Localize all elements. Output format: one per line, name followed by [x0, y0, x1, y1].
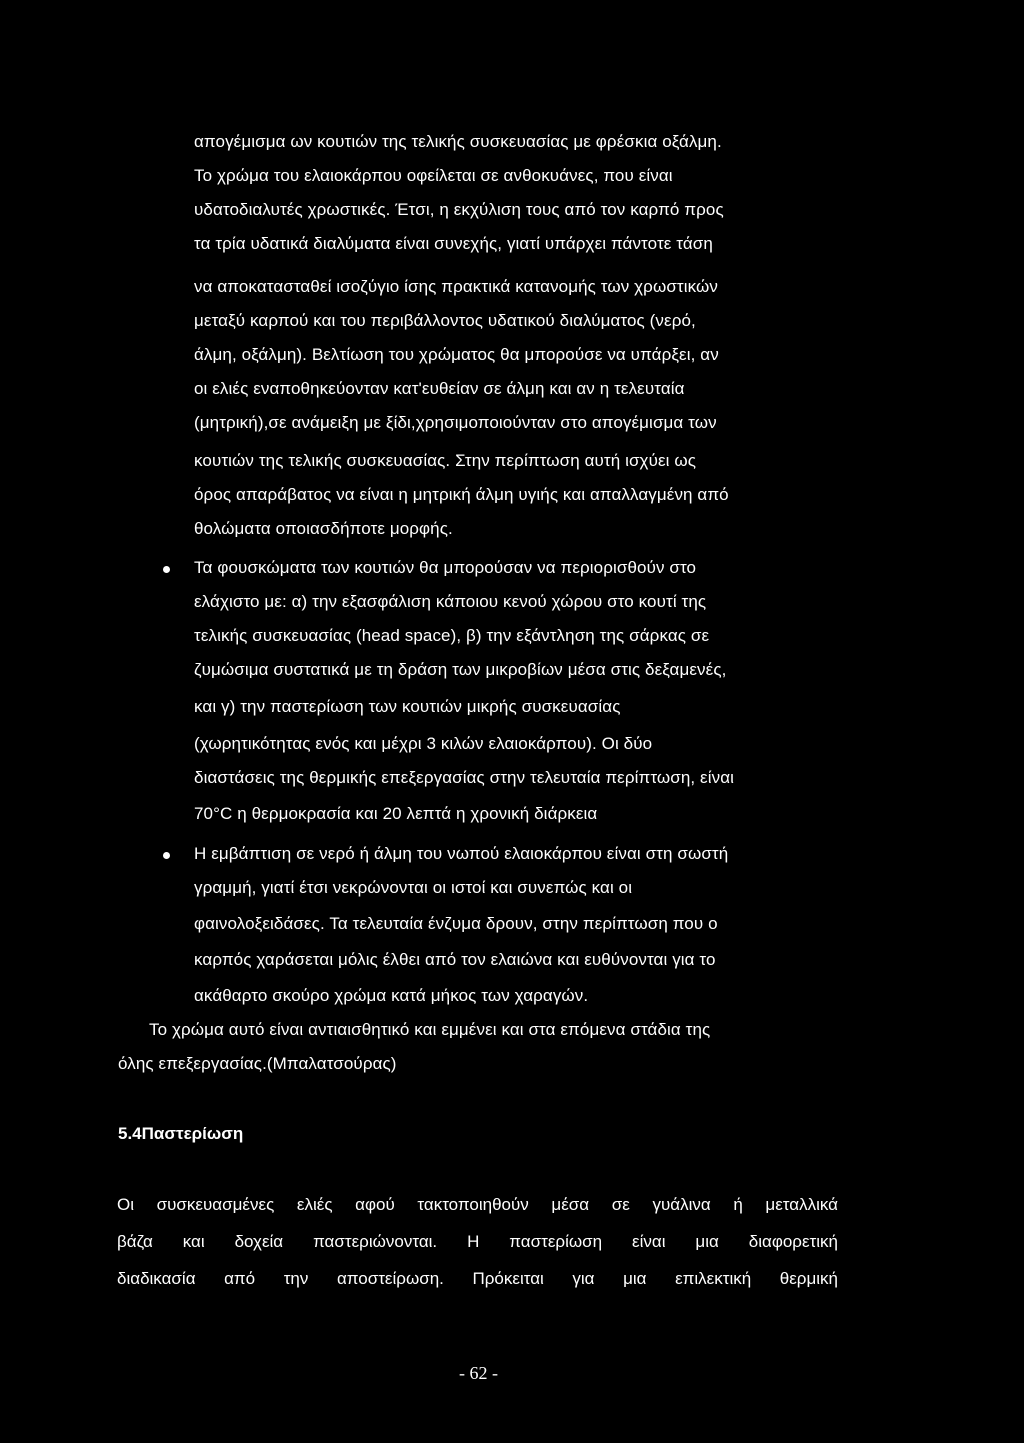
- text-line: διαδικασία από την αποστείρωση. Πρόκειται για μια επιλεκτική θερμική: [117, 1269, 838, 1288]
- text-line: διαστάσεις της θερμικής επεξεργασίας στην τελευταία περίπτωση, είναι: [194, 768, 735, 787]
- text-line: Η εμβάπτιση σε νερό ή άλμη του νωπού ελαιοκάρπου είναι στη σωστή: [194, 844, 729, 863]
- bullet-marker: [163, 566, 170, 573]
- bullet-marker: [163, 852, 170, 859]
- text-line: να αποκατασταθεί ισοζύγιο ίσης πρακτικά κατανομής των χρωστικών: [194, 277, 718, 296]
- text-line: Οι συσκευασμένες ελιές αφού τακτοποιηθούν μέσα σε γυάλινα ή μεταλλικά: [117, 1195, 838, 1214]
- text-line: γραμμή, γιατί έτσι νεκρώνονται οι ιστοί και συνεπώς και οι: [194, 878, 633, 897]
- text-line: κουτιών της τελικής συσκευασίας. Στην περίπτωση αυτή ισχύει ως: [194, 451, 697, 470]
- text-line: φαινολοξειδάσες. Τα τελευταία ένζυμα δρουν, στην περίπτωση που ο: [194, 914, 718, 933]
- section-heading: 5.4Παστερίωση: [118, 1124, 244, 1143]
- page-number: - 62 -: [459, 1363, 498, 1383]
- text-line: υδατοδιαλυτές χρωστικές. Έτσι, η εκχύλιση τους από τον καρπό προς: [194, 200, 724, 219]
- text-line: καρπός χαράσεται μόλις έλθει από τον ελαιώνα και ευθύνονται για το: [194, 950, 716, 969]
- text-line: όρος απαράβατος να είναι η μητρική άλμη υγιής και απαλλαγμένη από: [194, 485, 729, 504]
- text-line: τελικής συσκευασίας (head space), β) την εξάντληση της σάρκας σε: [194, 626, 710, 645]
- text-line: ελάχιστο με: α) την εξασφάλιση κάποιου κενού χώρου στο κουτί της: [194, 592, 707, 611]
- text-line: (μητρική),σε ανάμειξη με ξίδι,χρησιμοποιούνταν στο απογέμισμα των: [194, 413, 717, 432]
- text-line: Το χρώμα του ελαιοκάρπου οφείλεται σε ανθοκυάνες, που είναι: [194, 166, 673, 185]
- text-line: τα τρία υδατικά διαλύματα είναι συνεχής, γιατί υπάρχει πάντοτε τάση: [194, 234, 713, 253]
- text-line: Τα φουσκώματα των κουτιών θα μπορούσαν να περιορισθούν στο: [194, 558, 697, 577]
- text-line: μεταξύ καρπού και του περιβάλλοντος υδατικού διαλύματος (νερό,: [194, 311, 696, 330]
- text-line: άλμη, οξάλμη). Βελτίωση του χρώματος θα μπορούσε να υπάρξει, αν: [194, 345, 719, 364]
- text-line: (χωρητικότητας ενός και μέχρι 3 κιλών ελαιοκάρπου). Οι δύο: [194, 734, 653, 753]
- text-line: ακάθαρτο σκούρο χρώμα κατά μήκος των χαραγών.: [194, 986, 589, 1005]
- text-line: βάζα και δοχεία παστεριώνονται. Η παστερίωση είναι μια διαφορετική: [117, 1232, 838, 1251]
- text-line: και γ) την παστερίωση των κουτιών μικρής συσκευασίας: [194, 697, 621, 716]
- text-line: όλης επεξεργασίας.(Μπαλατσούρας): [118, 1054, 397, 1073]
- text-line: απογέμισμα ων κουτιών της τελικής συσκευασίας με φρέσκια οξάλμη.: [194, 132, 722, 151]
- text-line: Το χρώμα αυτό είναι αντιαισθητικό και εμμένει και στα επόμενα στάδια της: [149, 1020, 711, 1039]
- text-line: οι ελιές εναποθηκεύονταν κατ'ευθείαν σε άλμη και αν η τελευταία: [194, 379, 685, 398]
- text-line: 70°C η θερμοκρασία και 20 λεπτά η χρονική διάρκεια: [194, 804, 598, 823]
- text-line: ζυμώσιμα συστατικά με τη δράση των μικροβίων μέσα στις δεξαμενές,: [194, 660, 727, 679]
- text-line: θολώματα οποιασδήποτε μορφής.: [194, 519, 453, 538]
